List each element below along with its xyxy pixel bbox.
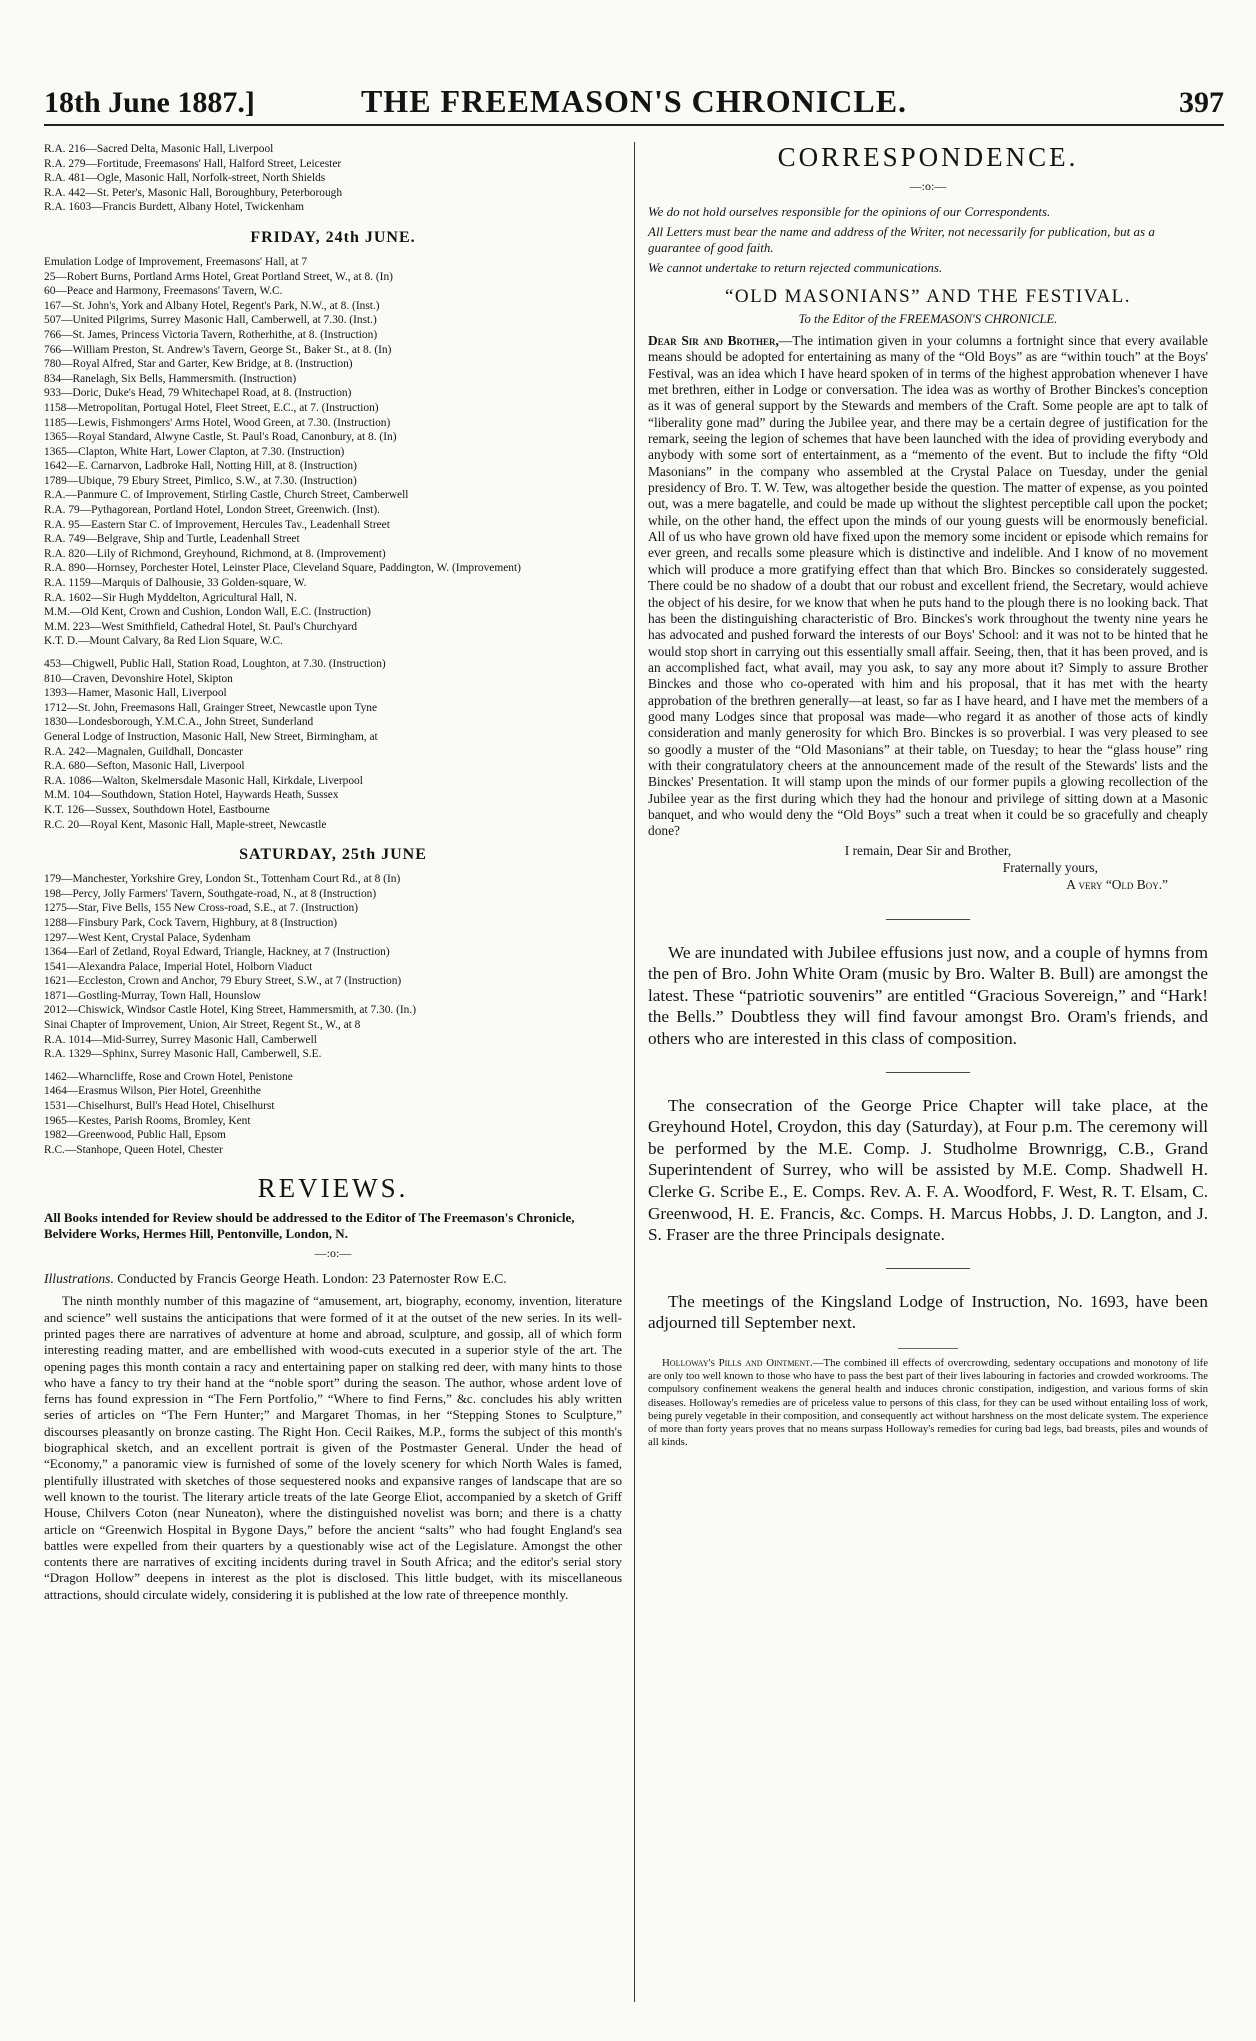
notice-rule-2: [886, 1072, 970, 1073]
holloway-advert: [648, 1357, 1208, 1449]
lodge-entry: 167—St. John's, York and Albany Hotel, Regent's Park, N.W., at 8. (Inst.): [44, 299, 380, 312]
lodge-entry: R.A. 680—Sefton, Masonic Hall, Liverpool: [44, 760, 245, 773]
lodge-entry: 1297—West Kent, Crystal Palace, Sydenham: [44, 931, 251, 944]
lodge-entry: K.T. D.—Mount Calvary, 8a Red Lion Square, W.C.: [44, 635, 283, 648]
lodge-entry: R.A. 1603—Francis Burdett, Albany Hotel, Twickenham: [44, 201, 304, 214]
review-book-title: Illustrations.: [44, 1271, 114, 1287]
notice-rule-3: [886, 1268, 970, 1269]
lodge-entry: M.M.—Old Kent, Crown and Cushion, London Wall, E.C. (Instruction): [44, 606, 371, 619]
lodge-entry: Emulation Lodge of Improvement, Freemasons' Hall, at 7: [44, 255, 308, 268]
lodge-entry: 1462—Wharncliffe, Rose and Crown Hotel, Penistone: [44, 1070, 293, 1083]
lodge-entry: 507—United Pilgrims, Surrey Masonic Hall, Camberwell, at 7.30. (Inst.): [44, 314, 377, 327]
advert-title: Holloway's Pills and Ointment.: [662, 1356, 813, 1369]
column-divider: [634, 142, 635, 2002]
lodge-entry: R.A. 242—Magnalen, Guildhall, Doncaster: [44, 745, 243, 758]
correspondence-separator: —:o:—: [909, 179, 947, 193]
saturday-heading: SATURDAY, 25th JUNE: [239, 846, 427, 864]
friday-heading: FRIDAY, 24th JUNE.: [250, 228, 416, 246]
jubilee-notice: We are inundated with Jubilee effusions just now, and a couple of hymns from the pen of Bro. John White Oram (music by Bro. Walter B. Bull) are amongst the latest. These “patriotic souvenirs” are entitled “Gracious Sovereign,” and “Hark! the Bells.” Doubtless they will find favour amongst Bro. Oram's friends, and others who are interested in this class of composition.: [648, 942, 1208, 1049]
lodge-entry: R.C.—Stanhope, Queen Hotel, Chester: [44, 1143, 223, 1156]
lodge-entry: 1871—Gostling-Murray, Town Hall, Hounslow: [44, 989, 261, 1002]
lodge-entry: 810—Craven, Devonshire Hotel, Skipton: [44, 672, 233, 685]
lodge-entry: 1158—Metropolitan, Portugal Hotel, Fleet Street, E.C., at 7. (Instruction): [44, 401, 379, 414]
lodge-entry: 2012—Chiswick, Windsor Castle Hotel, King Street, Hammersmith, at 7.30. (In.): [44, 1004, 417, 1017]
lodge-entry: 1365—Royal Standard, Alwyne Castle, St. Paul's Road, Canonbury, at 8. (In): [44, 431, 397, 444]
review-citation: [44, 1271, 622, 1287]
lodge-entry: 766—St. James, Princess Victoria Tavern, Rotherhithe, at 8. (Instruction): [44, 328, 378, 341]
advert-rule: [898, 1348, 958, 1349]
lodge-entry: 1982—Greenwood, Public Hall, Epsom: [44, 1129, 226, 1142]
lodge-entry: 1464—Erasmus Wilson, Pier Hotel, Greenhithe: [44, 1085, 261, 1098]
lodge-entry: 933—Doric, Duke's Head, 79 Whitechapel Road, at 8. (Instruction): [44, 387, 352, 400]
lodge-entry: R.A. 79—Pythagorean, Portland Hotel, London Street, Greenwich. (Inst).: [44, 504, 380, 517]
lodge-entry: 766—William Preston, St. Andrew's Tavern, George St., Baker St., at 8. (In): [44, 343, 392, 356]
letter-closing-2: Fraternally yours,: [1002, 859, 1098, 875]
lodge-list-top: [44, 142, 622, 215]
correspondence-note-1: We do not hold ourselves responsible for the opinions of our Correspondents.: [648, 204, 1051, 219]
lodge-entry: 179—Manchester, Yorkshire Grey, London St., Tottenham Court Rd., at 8 (In): [44, 873, 401, 886]
correspondence-note-2: All Letters must bear the name and address of the Writer, not necessarily for publication, but as a guarantee of good faith.: [648, 224, 1155, 255]
lodge-entry: R.A. 481—Ogle, Masonic Hall, Norfolk-street, North Shields: [44, 172, 326, 185]
lodge-entry: R.A.—Panmure C. of Improvement, Stirling Castle, Church Street, Camberwell: [44, 489, 409, 502]
lodge-entry: 1185—Lewis, Fishmongers' Arms Hotel, Wood Green, at 7.30. (Instruction): [44, 416, 391, 429]
review-body: The ninth monthly number of this magazine of “amusement, art, biography, economy, invention, literature and science” well sustains the anticipations that were formed of it at the outset of the new series. In its well-printed pages there are narratives of adventure at home and abroad, sculpture, and gossip, all of which form interesting reading matter, and are embellished with wood-cuts executed in a superior style of the art. The opening pages this month contain a racy and entertaining paper on stalking red deer, with many hints to those who have a fancy to try their hand at the “noble sport” during the season. The author, whose ardent love of ferns has found expression in “The Fern Portfolio,” “Where to find Ferns,” &c. concludes his ably written series of articles on “The Fern Hunter;” and Margaret Thomas, in her “Stepping Stones to Sculpture,” discourses pleasantly on bronze casting. The Right Hon. Cecil Raikes, M.P., forms the subject of this month's biographical sketch, and an excellent portrait is given of the Postmaster General. Under the head of “Economy,” a panoramic view is furnished of some of the lovely scenery for which North Wales is famed, plentifully illustrated with sketches of those sequestered nooks and expansive ranges of landscape that are so well known to the tourist. The literary article treats of the late George Eliot, accompanied by a sketch of Griff House, Chilvers Coton (near Nuneaton), where the distinguished novelist was born; and there is a chatty article on “Greenwich Hospital in Bygone Days,” before the ancient “salts” who had fought England's sea battles were expelled from their quarters by a questionably wise act of the Legislature. Amongst the other contents there are narratives of exciting incidents during travel in South Africa; and the editor's serial story “Dragon Hollow” deepens in interest as the plot is disclosed. This little budget, with its miscellaneous attractions, should circulate widely, considering it is published at the low rate of threepence monthly.: [44, 1293, 622, 1602]
lodge-entry: M.M. 223—West Smithfield, Cathedral Hotel, St. Paul's Churchyard: [44, 620, 358, 633]
reviews-separator: —:o:—: [314, 1246, 352, 1261]
lodge-entry: R.A. 279—Fortitude, Freemasons' Hall, Halford Street, Leicester: [44, 157, 342, 170]
kingsland-notice: The meetings of the Kingsland Lodge of Instruction, No. 1693, have been adjourned till September next.: [648, 1291, 1208, 1333]
letter-closing-1: I remain, Dear Sir and Brother,: [844, 842, 1012, 858]
lodge-entry: General Lodge of Instruction, Masonic Hall, New Street, Birmingham, at: [44, 730, 378, 743]
lodge-entry: 1965—Kestes, Parish Rooms, Bromley, Kent: [44, 1114, 251, 1127]
reviews-notice: All Books intended for Review should be addressed to the Editor of The Freemason's Chronicle, Belvidere Works, Hermes Hill, Pentonville, London, N.: [44, 1210, 575, 1242]
lodge-entry: 1531—Chiselhurst, Bull's Head Hotel, Chiselhurst: [44, 1100, 275, 1113]
lodge-entry: R.A. 1086—Walton, Skelmersdale Masonic Hall, Kirkdale, Liverpool: [44, 774, 363, 787]
lodge-entry: 1288—Finsbury Park, Cock Tavern, Highbury, at 8 (Instruction): [44, 916, 338, 929]
correspondence-heading: CORRESPONDENCE.: [777, 142, 1079, 172]
letter-signoff: [648, 842, 1208, 893]
notice-rule-1: [886, 919, 970, 920]
lodge-entry: R.A. 1159—Marquis of Dalhousie, 33 Golden-square, W.: [44, 577, 307, 590]
letter-text: —The intimation given in your columns a fortnight since that every available means should be adopted for entertaining as many of the “Old Boys” as are “within touch” at the Boys' Festival, was an idea which I have heard spoken of in terms of the highest approbation whenever I have met brethren, either in Lodge or conversation. The idea was as worthy of Brother Binckes's conception as it was of general support by the Stewards and members of the Craft. Some people are apt to talk of “liberality gone mad” during the Jubilee year, and there may be a certain degree of justification for the remark, seeing the legion of schemes that have been launched with the idea of providing everybody and anybody with some sort of entertainment, as a “memento of the event. But to include the fifty “Old Masonians” in the company who assembled at the Crystal Palace on Tuesday, under the genial presidency of Bro. T. W. Tew, was altogether beside the question. The matter of expense, as you pointed out, was a mere bagatelle, and could be made up without the slightest perceptible call upon the pocket; while, on the other hand, the effect upon the minds of our young guests will be enormously beneficial. All of us who have grown old have fixed upon the memory some incident or episode which remains for ever green, and recalls some pleasure which is distinctive and indelible. And I know of no movement which will produce a more gratifying effect than that which Bro. Binckes so considerately suggested. There could be no shadow of a doubt that our robust and excellent friend, the Secretary, would achieve the object of his desire, for we know that when he puts hand to the plough there is no looking back. That has been the distinguishing characteristic of Bro. Binckes's work throughout the twenty nine years he has advocated and pushed forward the interests of our Boys' School: and it was not to be hinted that he would stop short in carrying out this essentially small affair. Seeing, then, that it has been proved, and is an accomplished fact, what avail, may you ask, to say any more about it? Simply to assure Brother Binckes and those who co-operated with him and his proposal, that it has met with the hearty approbation of the brethren generally—at least, so far as I have heard, and I have met the members of a good many Lodges since that proposal was made—who regard it as another of those acts of kindly consideration and manly generosity for which Bro. Binckes is so proverbial. I was very pleased to see so goodly a muster of the “Old Masonians” at their table, on Tuesday; to hear the “glass house” ring with their congratulatory cheers at the announcement made of the result of the Stewards' lists and the Binckes' Presentation. It will stamp upon the minds of our former pupils a glowing recollection of the Jubilee year as the first during which they had the honour and privilege of sitting down at a Masonic banquet, and who would deny the “Old Boys” such a treat when it could be so gracefully and cheaply done?: [648, 333, 1208, 839]
lodge-entry: 780—Royal Alfred, Star and Garter, Kew Bridge, at 8. (Instruction): [44, 358, 353, 371]
page-header: [44, 74, 1224, 126]
issue-date: 18th June 1887.]: [44, 86, 255, 119]
lodge-entry: 1275—Star, Five Bells, 155 New Cross-road, S.E., at 7. (Instruction): [44, 902, 359, 915]
lodge-entry: 1830—Londesborough, Y.M.C.A., John Street, Sunderland: [44, 716, 314, 729]
lodge-entry: 60—Peace and Harmony, Freemasons' Tavern, W.C.: [44, 285, 283, 298]
lodge-entry: R.A. 1014—Mid-Surrey, Surrey Masonic Hall, Camberwell: [44, 1033, 317, 1046]
lodge-entry: R.A. 216—Sacred Delta, Masonic Hall, Liverpool: [44, 143, 274, 155]
letter-salutation: Dear Sir and Brother,: [648, 333, 779, 348]
lodge-entry: Sinai Chapter of Improvement, Union, Air Street, Regent St., W., at 8: [44, 1019, 361, 1032]
letter-signature: A very “Old Boy.”: [1066, 876, 1168, 892]
header-rule: [44, 124, 1224, 126]
lodge-entry: 1789—Ubique, 79 Ebury Street, Pimlico, S.W., at 7.30. (Instruction): [44, 474, 357, 487]
left-column: [44, 142, 622, 1603]
publication-title: THE FREEMASON'S CHRONICLE.: [360, 83, 908, 119]
lodge-entry: R.A. 890—Hornsey, Porchester Hotel, Leinster Place, Cleveland Square, Paddington, W. (Improvement): [44, 562, 521, 575]
lodge-entry: 25—Robert Burns, Portland Arms Hotel, Great Portland Street, W., at 8. (In): [44, 270, 393, 283]
lodge-list-friday: [44, 255, 622, 649]
lodge-list-friday-country: [44, 657, 622, 832]
lodge-list-saturday-country: [44, 1070, 622, 1158]
lodge-entry: R.A. 820—Lily of Richmond, Greyhound, Richmond, at 8. (Improvement): [44, 547, 386, 560]
page-number: 397: [1179, 86, 1224, 119]
reviews-heading: REVIEWS.: [257, 1173, 409, 1204]
lodge-entry: 1541—Alexandra Palace, Imperial Hotel, Holborn Viaduct: [44, 960, 313, 973]
lodge-entry: R.A. 442—St. Peter's, Masonic Hall, Boroughbury, Peterborough: [44, 186, 343, 199]
lodge-entry: 834—Ranelagh, Six Bells, Hammersmith. (Instruction): [44, 372, 297, 385]
letter-body: [648, 333, 1208, 840]
advert-body: —The combined ill effects of overcrowding, sedentary occupations and monotony of life are only too well known to those who have to pass the best part of their lives labouring in factories and crowded workrooms. The compulsory confinement weakens the general health and induces chronic constipation, indigestion, and various forms of skin diseases. Holloway's remedies are of priceless value to persons of this class, for they can be used without entailing loss of work, being purely vegetable in their composition, and consequently act without harshness on the most delicate system. The experience of more than forty years proves that no means surpass Holloway's remedies for curing bad legs, bad breasts, piles and wounds of all kinds.: [648, 1356, 1208, 1449]
review-book-details: Conducted by Francis George Heath. London: 23 Paternoster Row E.C.: [117, 1271, 507, 1287]
letter-addressee: To the Editor of the FREEMASON'S CHRONICLE.: [798, 312, 1058, 326]
correspondence-note-3: We cannot undertake to return rejected communications.: [648, 260, 943, 275]
lodge-entry: 453—Chigwell, Public Hall, Station Road, Loughton, at 7.30. (Instruction): [44, 658, 386, 670]
lodge-entry: K.T. 126—Sussex, Southdown Hotel, Eastbourne: [44, 803, 270, 816]
lodge-list-saturday: [44, 872, 622, 1062]
letter-title: “OLD MASONIANS” AND THE FESTIVAL.: [724, 286, 1132, 307]
lodge-entry: 1712—St. John, Freemasons Hall, Grainger Street, Newcastle upon Tyne: [44, 701, 378, 714]
lodge-entry: 1364—Earl of Zetland, Royal Edward, Triangle, Hackney, at 7 (Instruction): [44, 946, 390, 959]
lodge-entry: M.M. 104—Southdown, Station Hotel, Haywards Heath, Sussex: [44, 789, 339, 802]
lodge-entry: 1621—Eccleston, Crown and Anchor, 79 Ebury Street, S.W., at 7 (Instruction): [44, 975, 402, 988]
right-column: [648, 142, 1208, 1449]
lodge-entry: R.A. 95—Eastern Star C. of Improvement, Hercules Tav., Leadenhall Street: [44, 518, 390, 531]
lodge-entry: 1365—Clapton, White Hart, Lower Clapton, at 7.30. (Instruction): [44, 445, 345, 458]
lodge-entry: 198—Percy, Jolly Farmers' Tavern, Southgate-road, N., at 8 (Instruction): [44, 887, 377, 900]
lodge-entry: R.A. 1602—Sir Hugh Myddelton, Agricultural Hall, N.: [44, 591, 297, 604]
lodge-entry: R.C. 20—Royal Kent, Masonic Hall, Maple-street, Newcastle: [44, 818, 327, 831]
lodge-entry: 1642—E. Carnarvon, Ladbroke Hall, Notting Hill, at 8. (Instruction): [44, 460, 357, 473]
lodge-entry: 1393—Hamer, Masonic Hall, Liverpool: [44, 687, 227, 700]
lodge-entry: R.A. 1329—Sphinx, Surrey Masonic Hall, Camberwell, S.E.: [44, 1048, 322, 1061]
lodge-entry: R.A. 749—Belgrave, Ship and Turtle, Leadenhall Street: [44, 533, 300, 546]
consecration-notice: The consecration of the George Price Chapter will take place, at the Greyhound Hotel, Croydon, this day (Saturday), at Four p.m. The ceremony will be performed by the M.E. Comp. J. Studholme Brownrigg, C.B., Grand Superintendent of Surrey, who will be assisted by M.E. Comp. Shadwell H. Clerke G. Scribe E., E. Comps. Rev. A. F. A. Woodford, F. West, R. T. Elsam, C. Greenwood, H. E. Francis, &c. Comps. H. Marcus Hobbs, J. D. Langton, and J. S. Fraser are the three Principals designate.: [648, 1095, 1208, 1245]
